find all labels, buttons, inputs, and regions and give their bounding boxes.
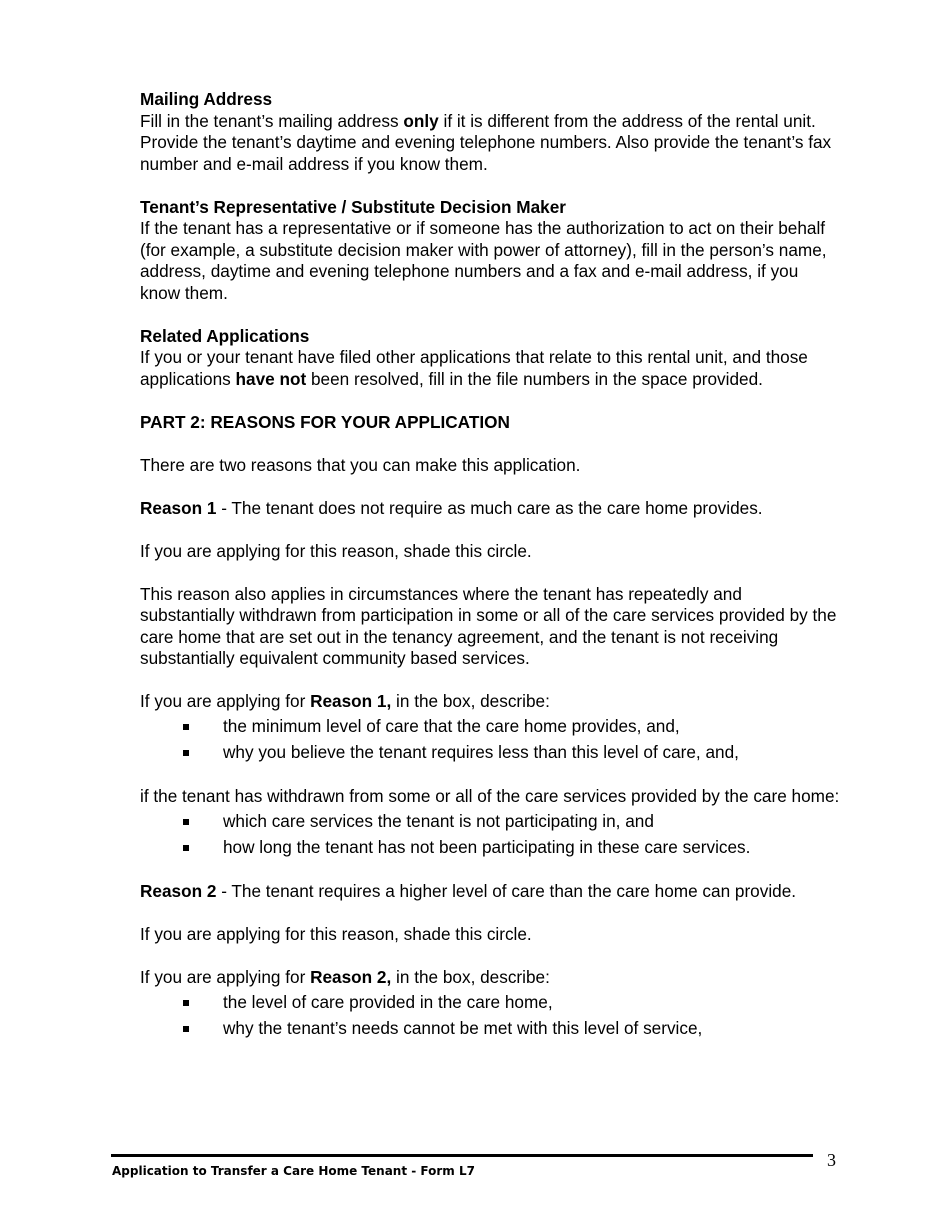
- related-applications-heading: Related Applications: [140, 325, 310, 346]
- text-run: if it is different from the address of the rental unit. Provide the tenant’s daytime and evening telephone numbers. Also provide the tenant’s fax number and e-mail address if you know them.: [140, 110, 832, 174]
- reason2-shade-instruction: If you are applying for this reason, shade this circle.: [140, 924, 532, 944]
- reason1-paragraph: [140, 498, 840, 520]
- text-run-bold: Reason 1,: [310, 691, 392, 711]
- footer-divider: [111, 1154, 813, 1157]
- representative-heading: Tenant’s Representative / Substitute Decision Maker: [140, 196, 566, 217]
- reason1-bullet-list: [140, 713, 840, 765]
- related-applications-paragraph: [140, 347, 840, 390]
- reason2-paragraph: [140, 881, 840, 903]
- footer-form-title: Application to Transfer a Care Home Tenant - Form L7: [112, 1164, 475, 1178]
- reason1-shade-instruction: If you are applying for this reason, shade this circle.: [140, 540, 532, 561]
- reason1-withdrawn-bullet-list: [140, 808, 840, 860]
- page-content: [140, 89, 840, 1041]
- list-item: the level of care provided in the care home,: [140, 989, 840, 1015]
- reason1-applies-paragraph: This reason also applies in circumstances where the tenant has repeatedly and substantially withdrawn from participation in some or all of the care services provided by the care home that are set out in the tenancy agreement, and the tenant is not receiving substantially equivalent community based services.: [140, 583, 837, 668]
- reason2-text: - The tenant requires a higher level of care than the care home can provide.: [216, 881, 797, 901]
- mailing-address-heading: Mailing Address: [140, 89, 273, 109]
- text-run-bold: only: [403, 110, 439, 131]
- list-item: why you believe the tenant requires less than this level of care, and,: [140, 739, 840, 765]
- page-number: 3: [827, 1150, 836, 1170]
- reason1-text: - The tenant does not require as much care as the care home provides.: [216, 497, 763, 518]
- part2-intro: There are two reasons that you can make this application.: [140, 454, 581, 475]
- reason1-describe: [140, 691, 840, 713]
- text-run: in the box, describe:: [391, 967, 550, 987]
- list-item: how long the tenant has not been participating in these care services.: [140, 834, 840, 860]
- reason1-withdrawn-paragraph: if the tenant has withdrawn from some or all of the care services provided by the care home:: [140, 786, 840, 806]
- text-run: If you or your tenant have filed other applications that relate to this rental unit, and those applications: [140, 347, 808, 389]
- reason2-bullet-list: [140, 989, 840, 1041]
- text-run: Fill in the tenant’s mailing address: [140, 110, 404, 131]
- text-run: in the box, describe:: [391, 691, 550, 711]
- representative-paragraph: If the tenant has a representative or if someone has the authorization to act on their behalf (for example, a substitute decision maker with power of attorney), fill in the person’s name, address, daytime and evening telephone numbers and a fax and e-mail address, if you know them.: [140, 218, 827, 303]
- text-run: If you are applying for: [140, 691, 311, 711]
- list-item: the minimum level of care that the care home provides, and,: [140, 713, 840, 739]
- mailing-address-paragraph: [140, 111, 840, 176]
- reason2-describe: [140, 967, 840, 989]
- list-item: why the tenant’s needs cannot be met with this level of service,: [140, 1015, 840, 1041]
- part2-heading: PART 2: REASONS FOR YOUR APPLICATION: [140, 411, 510, 432]
- list-item: which care services the tenant is not participating in, and: [140, 808, 840, 834]
- text-run-bold: have not: [235, 368, 307, 389]
- text-run-bold: Reason 2,: [310, 967, 392, 987]
- text-run: If you are applying for: [140, 967, 311, 987]
- reason1-label: Reason 1: [140, 497, 217, 518]
- reason2-label: Reason 2: [140, 881, 217, 901]
- text-run: been resolved, fill in the file numbers in the space provided.: [306, 368, 763, 389]
